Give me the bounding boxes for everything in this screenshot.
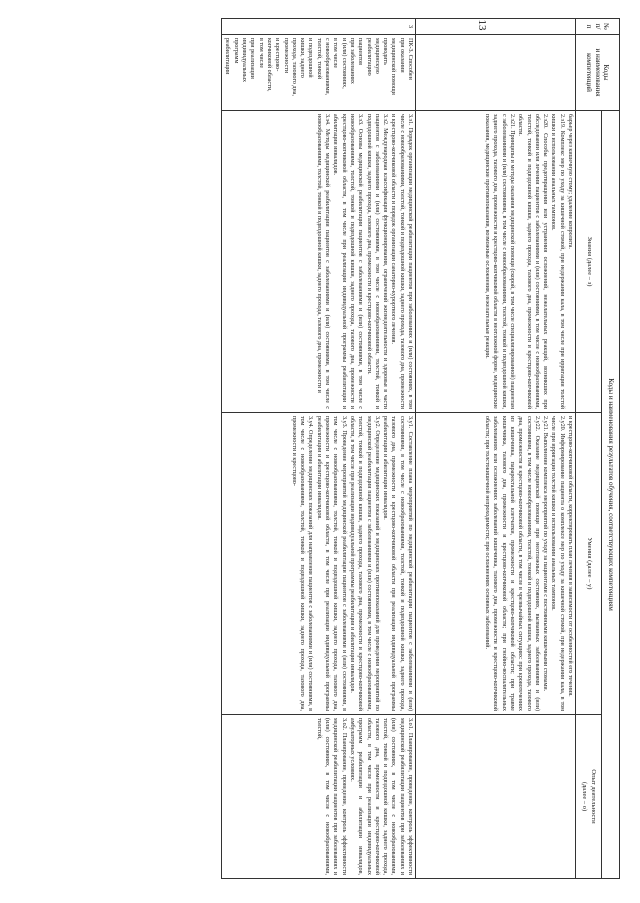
competency-table — [221, 18, 620, 879]
skill-item: 3.у2. Определение медицинских показаний и медицинских противопоказаний для проведения мероприятий по медицинской реабилитации пациентов с заболеваниями и (или) состояниями, в том числе с новообразованиями, толстой, тонкой и подвздошной кишки, заднего прохода, тазового дна, промежности и крестцово-копчиковой области, в том числе при реализации индивидуальной программы реабилитации и абилитации инвалидов. — [348, 416, 380, 711]
header-codes: Коды и наименования компетенций — [576, 35, 620, 111]
knowledge-item: 2.з20. Способы предотвращения или устранения осложнений, нежелательных реакций, возникших при обследовании или лечении пациентов с заболеваниями и (или) состояниями, в том числе с новообразованиями, толстой, тонкой и подвздошной кишки, заднего прохода, тазового дна, промежности и крестцово-копчиковой области. — [517, 114, 549, 409]
cont-skills-cell — [416, 413, 576, 715]
header-group: Коды и наименования результатов обучения, соответствующих компетенциям — [602, 111, 620, 879]
row3-skills-cell — [222, 413, 416, 715]
row3-competency: ПК-3. Способен при оказании медицинской помощи проводить медицинскую реабилитацию пациентов при заболеваниях и (или) состояниях, в том числе с новообразованиями, толстой, тонкой и подвздошной кишки, заднего прохода, тазового дна, промежности и крестцово- копчиковой области, в том числе при реализации индивидуальных программ реабилитации — [222, 35, 416, 111]
page-number: 13 — [476, 19, 488, 31]
header-experience: Опыт деятельности (далее – о) — [576, 715, 602, 879]
knowledge-item: 3.з1. Порядок организации медицинской реабилитации пациентов при заболеваниях и (или) состояниях, в том числе с новообразованиями, толстой, тонкой и подвздошной кишки, заднего прохода, тазового дна, промежности и крестцово-копчиковой области и порядок организации санаторно-курортного лечения. — [390, 114, 413, 409]
skill-item: 3.у4. Определение медицинских показаний для направления пациентов с заболеваниями и (или) состояниями, в том числе с новообразованиями, толстой, тонкой и подвздошной кишки, заднего прохода, тазового дна, промежности и крестцово- — [290, 416, 314, 711]
knowledge-item: 3.з3. Основы медицинской реабилитации пациентов с заболеваниями и (или) состояниями, в том числе с новообразованиями, толстой, тонкой и подвздошной кишки, заднего прохода, тазового дна, промежности и крестцово-копчиковой области, в том числе при реализации индивидуальной программы реабилитации и абилитации инвалидов. — [332, 114, 364, 409]
knowledge-item: 3.з2. Международная классификация функционирования, ограничений жизнедеятельности и здоровья в части пациентов с заболеваниями и (или) состояниями, в том числе с новообразованиями, толстой, тонкой и подвздошной кишки, заднего прохода, тазового дна, промежности и крестцово-копчиковой области. — [365, 114, 389, 409]
knowledge-item: 2.з21. Принципы и методы оказания медицинской помощи (скорой, в том числе специализированной) пациентам с заболеваниями и (или) состояниями, в том числе с новообразованиями, толстой, тонкой и подвздошной кишки, заднего прохода, тазового дна, промежности и крестцово-копчиковой области в неотложной форме, медицинские показания, медицинские противопоказания, возможные осложнения, нежелательные реакции. — [484, 114, 515, 409]
skill-item: 3.у3. Проведение мероприятий медицинской реабилитации пациентов с заболеваниями и (или) состояниями, в том числе с новообразованиями, толстой, тонкой и подвздошной кишки, заднего прохода, тазового дна, промежности и крестцово-копчиковой области, в том числе при реализации индивидуальной программы реабилитации и абилитации инвалидов. — [315, 416, 347, 711]
row3-experience-cell — [222, 715, 416, 879]
experience-item: 3.о1. Планирование, проведение, контроль эффективности медицинской реабилитации пациентов при заболеваниях и (или) состояниях, в том числе с новообразованиями, толстой, тонкой и подвздошной кишки, заднего прохода, тазового дна, промежности и крестцово-копчиковой области, в том числе при реализации индивидуальных программ реабилитации и абилитации инвалидов, амбулаторных условиях. — [348, 718, 413, 876]
cont-num-cell — [416, 19, 576, 35]
row3-knowledge-cell — [222, 111, 416, 413]
table-row — [222, 19, 416, 879]
skill-item: 2.у20. Информирование пациента о комплексе мер по уходу за кишечной стомой, при недержании кала, в том числе при ирригации толстой кишки и использовании анальных тампонов. — [550, 416, 565, 711]
cont-comp-cell — [416, 35, 576, 111]
knowledge-item: 2.з19. Комплекс мер по уходу за кишечной стомой, при недержании кала, в том числе при ирригации толстой кишки и использовании анальных тампонов. — [550, 114, 565, 409]
cont-experience-cell — [416, 715, 576, 879]
knowledge-item: барьер через кишечную стому; удаление копролита. — [567, 114, 573, 249]
experience-item: 3.о2. Планирование, проведение, контроль эффективности медицинской реабилитации пациентов при заболеваниях и (или) состояниях, в том числе с новообразованиями, толстой, — [315, 718, 347, 876]
skill-item: 2.у22. Оказание медицинской помощи при неотложных состояниях, вызванных заболеваниями и (или) состояниями, в том числе новообразованиями, толстой, тонкой и подвздошной кишки, заднего прохода, тазового дна, промежности и крестцово-копчиковой области, в том числе в чрезвычайных ситуациях: при кровотечениях из кишечника, параректальной клетчатки, промежности и крестцово-копчиковой области; при травме кишечника, тазового дна, промежности и крестцово-копчиковой области; при гнойно-воспалительных заболеваниях или осложнениях заболеваний кишечника, тазового дна, промежности и крестцово-копчиковой области; при толстокишечной непроходимости; при осложнениях основных заболеваний. — [484, 416, 540, 711]
header-skills: Умения (далее – у) — [576, 413, 602, 715]
header-num: № п/п — [576, 19, 620, 35]
skill-item: 3.у1. Составление плана мероприятий по медицинской реабилитации пациентов с заболеваниями и (или) состояниями, в том числе с новообразованиями, толстой, тонкой и подвздошной кишки, заднего прохода, тазового дна, промежности и крестцово-копчиковой области при реализации индивидуальной программы реабилитации и абилитации инвалидов. — [382, 416, 413, 711]
rotated-page — [25, 18, 620, 878]
row3-num: 3 — [222, 19, 416, 35]
skill-item: 2.у21. Выполнение комплекса мероприятий по уходу за пациентами с постоянными кишечными стомами. — [542, 416, 549, 692]
knowledge-item: 3.з4. Методы медицинской реабилитации пациентов с заболеваниями и (или) состояниями, в том числе с новообразованиями, толстой, тонкой и подвздошной кишки, заднего прохода, тазового дна, промежности и — [315, 114, 331, 409]
skill-item: и крестцово-копчиковой области, корректировать план лечения в зависимости от особенностей его течения. — [567, 416, 573, 697]
header-knowledge: Знания (далее – з) — [576, 111, 602, 413]
table-row — [416, 19, 576, 879]
cont-knowledge-cell — [416, 111, 576, 413]
